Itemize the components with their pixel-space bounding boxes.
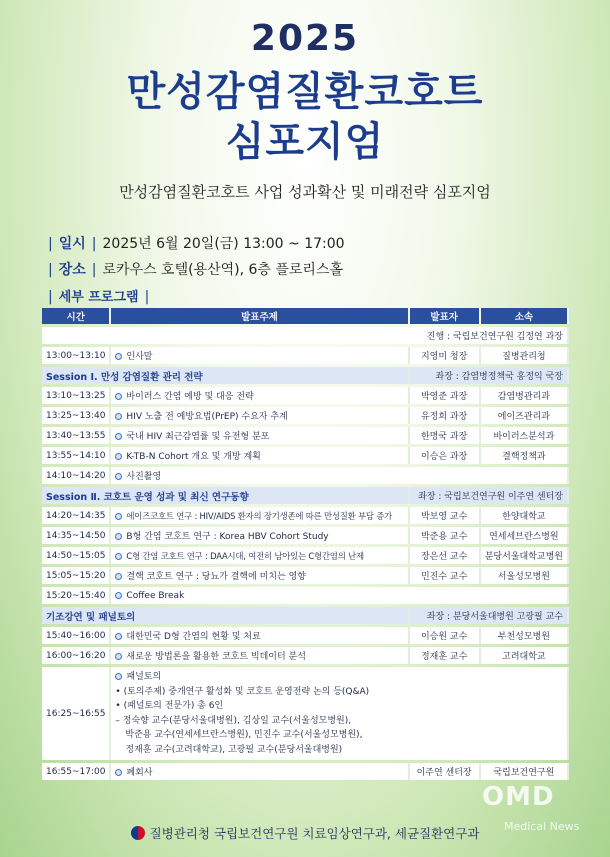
place-info: | 장소 | 로카우스 호텔(용산역), 6층 플로리스홀 bbox=[48, 262, 343, 278]
bullet-icon bbox=[115, 453, 122, 460]
header-affiliation: 소속 bbox=[481, 308, 569, 324]
header-time: 시간 bbox=[42, 308, 111, 324]
session-2-chair: 좌장 : 국립보건연구원 이주연 센터장 bbox=[410, 487, 570, 504]
row-time: 15:40~16:00 bbox=[42, 627, 111, 644]
row-time: 13:10~13:25 bbox=[42, 387, 111, 404]
bullet-icon bbox=[115, 393, 122, 400]
place-value: 로카우스 호텔(용산역), 6층 플로리스홀 bbox=[102, 262, 343, 278]
table-row bbox=[42, 627, 569, 644]
row-time: 14:50~15:05 bbox=[42, 547, 111, 564]
session-1-chair: 좌장 : 감염병정책국 홍정익 국장 bbox=[410, 367, 570, 384]
row-affiliation: 서울성모병원 bbox=[481, 567, 569, 584]
row-time: 16:00~16:20 bbox=[42, 647, 111, 664]
row-topic: B형 간염 코호트 연구 : Korea HBV Cohort Study bbox=[111, 527, 409, 544]
row-topic: 폐회사 bbox=[111, 763, 409, 780]
date-value: 2025년 6월 20일(금) 13:00 ~ 17:00 bbox=[102, 236, 345, 252]
session-1-title: Session Ⅰ. 만성 감염질환 관리 전략 bbox=[42, 367, 410, 384]
panel-line: 정재훈 교수(고려대학교), 고광필 교수(분당서울대병원) bbox=[125, 744, 343, 755]
row-affiliation: 바이러스분석과 bbox=[481, 427, 569, 444]
header-topic: 발표주제 bbox=[111, 308, 409, 324]
row-speaker: 민진수 교수 bbox=[410, 567, 481, 584]
row-topic: 인사말 bbox=[111, 347, 409, 364]
row-speaker: 유정희 과장 bbox=[410, 407, 481, 424]
title-line-2: 심포지엄 bbox=[225, 119, 385, 165]
row-affiliation: 질병관리청 bbox=[481, 347, 569, 364]
row-affiliation: 연세세브란스병원 bbox=[481, 527, 569, 544]
row-speaker: 이주연 센터장 bbox=[410, 763, 481, 780]
host-row bbox=[42, 327, 569, 344]
footer-text: 질병관리청 국립보건연구원 치료임상연구과, 세균질환연구과 bbox=[149, 826, 480, 841]
government-emblem-icon bbox=[131, 826, 145, 840]
session-2-header bbox=[42, 487, 569, 504]
bullet-icon bbox=[115, 673, 122, 680]
bullet-icon bbox=[115, 533, 122, 540]
date-info: | 일시 | 2025년 6월 20일(금) 13:00 ~ 17:00 bbox=[48, 236, 345, 252]
row-speaker: 박준용 교수 bbox=[410, 527, 481, 544]
date-label: 일시 bbox=[58, 236, 86, 252]
row-affiliation: 분당서울대학교병원 bbox=[481, 547, 569, 564]
table-row bbox=[42, 763, 569, 780]
row-time: 14:20~14:35 bbox=[42, 507, 111, 524]
place-label: 장소 bbox=[58, 262, 86, 278]
panel-line: (토의주제) 중개연구 활성화 및 코호트 운영전략 논의 등(Q&A) bbox=[123, 686, 370, 697]
bullet-icon bbox=[115, 553, 122, 560]
bullet-icon bbox=[115, 592, 122, 599]
table-row bbox=[42, 347, 569, 364]
row-speaker: 이승원 교수 bbox=[410, 627, 481, 644]
panel-row bbox=[42, 667, 569, 760]
row-topic: 사진촬영 bbox=[111, 467, 569, 484]
table-row bbox=[42, 447, 569, 464]
panel-details: 패널토의 • (토의주제) 중개연구 활성화 및 코호트 운영전략 논의 등(Q&A) • (패널토의 전문가) 총 6인 – 정숙향 교수(분당서울대병원), 김상일 교수(서울성모병원), 박준용 교수(연세세브란스병원), 민진수 교수(서울성모병원), 정재훈 교수(고려대학교), 고광필 교수(분당서울대병원) bbox=[111, 667, 569, 760]
panel-line: 정숙향 교수(분당서울대병원), 김상일 교수(서울성모병원), bbox=[122, 715, 352, 726]
table-row bbox=[42, 567, 569, 584]
row-topic: 결핵 코호트 연구 : 당뇨가 결핵에 미치는 영향 bbox=[111, 567, 409, 584]
table-row bbox=[42, 507, 569, 524]
header-speaker: 발표자 bbox=[410, 308, 481, 324]
session-1-header bbox=[42, 367, 569, 384]
watermark-sub: Medical News bbox=[504, 820, 580, 833]
row-time: 14:35~14:50 bbox=[42, 527, 111, 544]
year: 2025 bbox=[250, 18, 360, 59]
row-topic: HIV 노출 전 예방요법(PrEP) 수요자 추계 bbox=[111, 407, 409, 424]
bullet-icon bbox=[115, 769, 122, 776]
watermark bbox=[482, 782, 580, 833]
row-speaker: 박영준 과장 bbox=[410, 387, 481, 404]
row-topic: 에이즈코호트 연구 : HIV/AIDS 환자의 장기생존에 따른 만성질환 부담 증가 bbox=[111, 507, 409, 524]
row-affiliation: 에이즈관리과 bbox=[481, 407, 569, 424]
row-affiliation: 결핵정책과 bbox=[481, 447, 569, 464]
row-time: 15:05~15:20 bbox=[42, 567, 111, 584]
row-time: 13:40~13:55 bbox=[42, 427, 111, 444]
row-time: 13:25~13:40 bbox=[42, 407, 111, 424]
watermark-logo: OMD bbox=[482, 782, 555, 812]
row-topic: 바이러스 간염 예방 및 대응 전략 bbox=[111, 387, 409, 404]
row-speaker: 한명국 과장 bbox=[410, 427, 481, 444]
row-time: 13:00~13:10 bbox=[42, 347, 111, 364]
row-time: 15:20~15:40 bbox=[42, 587, 111, 604]
row-affiliation: 감염병관리과 bbox=[481, 387, 569, 404]
row-affiliation: 한양대학교 bbox=[481, 507, 569, 524]
table-row bbox=[42, 407, 569, 424]
table-row bbox=[42, 547, 569, 564]
panel-line: 박준용 교수(연세세브란스병원), 민진수 교수(서울성모병원), bbox=[125, 730, 363, 740]
row-time: 14:10~14:20 bbox=[42, 467, 111, 484]
row-topic: 국내 HIV 최근감염률 및 유전형 분포 bbox=[111, 427, 409, 444]
row-time: 16:55~17:00 bbox=[42, 763, 111, 780]
bullet-icon bbox=[115, 353, 122, 360]
bullet-icon bbox=[115, 413, 122, 420]
table-row bbox=[42, 647, 569, 664]
table-header bbox=[42, 308, 569, 324]
row-topic: C형 간염 코호트 연구 : DAA시대, 여전히 남아있는 C형간염의 난제 bbox=[111, 547, 409, 564]
title-line-1: 만성감염질환코호트 bbox=[126, 69, 484, 115]
bullet-icon bbox=[115, 653, 122, 660]
table-row bbox=[42, 587, 569, 604]
bullet-icon bbox=[115, 433, 122, 440]
session-3-title: 기조강연 및 패널토의 bbox=[42, 607, 410, 624]
row-speaker: 박보영 교수 bbox=[410, 507, 481, 524]
bullet-icon bbox=[115, 633, 122, 640]
table-row bbox=[42, 427, 569, 444]
program-table bbox=[42, 305, 569, 783]
panel-line: (패널토의 전문가) 총 6인 bbox=[123, 701, 224, 711]
host-text: 진행 : 국립보건연구원 김정연 과장 bbox=[42, 327, 569, 344]
row-time: 16:25~16:55 bbox=[42, 667, 111, 760]
panel-title: 패널토의 bbox=[126, 672, 162, 682]
program-info: | 세부 프로그램 | bbox=[48, 289, 150, 305]
bullet-icon bbox=[115, 513, 122, 520]
row-topic: 대한민국 D형 간염의 현황 및 처료 bbox=[111, 627, 409, 644]
program-label: 세부 프로그램 bbox=[58, 290, 139, 305]
row-affiliation: 고려대학교 bbox=[481, 647, 569, 664]
row-speaker: 장은선 교수 bbox=[410, 547, 481, 564]
row-speaker: 이승은 과장 bbox=[410, 447, 481, 464]
row-speaker: 정재훈 교수 bbox=[410, 647, 481, 664]
bullet-icon bbox=[115, 573, 122, 580]
table-row bbox=[42, 387, 569, 404]
row-speaker: 지영미 청장 bbox=[410, 347, 481, 364]
session-3-chair: 좌장 : 분당서울대병원 고광필 교수 bbox=[410, 607, 570, 624]
row-affiliation: 부천성모병원 bbox=[481, 627, 569, 644]
row-topic: Coffee Break bbox=[111, 587, 569, 604]
row-topic: 새로운 방법론을 활용한 코호트 빅데이터 분석 bbox=[111, 647, 409, 664]
bullet-icon bbox=[115, 473, 122, 480]
row-time: 13:55~14:10 bbox=[42, 447, 111, 464]
row-topic: K-TB-N Cohort 개요 및 개방 계획 bbox=[111, 447, 409, 464]
session-2-title: Session Ⅱ. 코호트 운영 성과 및 최신 연구동향 bbox=[42, 487, 410, 504]
table-row bbox=[42, 467, 569, 484]
table-row bbox=[42, 527, 569, 544]
session-3-header bbox=[42, 607, 569, 624]
row-affiliation: 국립보건연구원 bbox=[481, 763, 569, 780]
subtitle: 만성감염질환코호트 사업 성과확산 및 미래전략 심포지엄 bbox=[119, 183, 491, 201]
